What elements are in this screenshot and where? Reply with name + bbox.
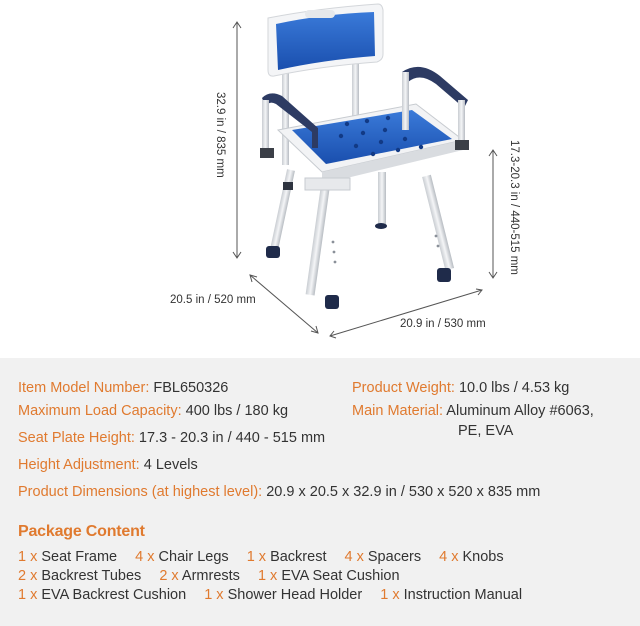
product-dims-row (18, 484, 540, 500)
package-content-title: Package Content (18, 523, 145, 540)
material-row-line2 (458, 423, 513, 439)
package-line-2 (18, 568, 414, 584)
height-dimension-label: 32.9 in / 835 mm (214, 92, 226, 178)
package-item: 2 x Armrests (159, 568, 240, 584)
adjustment-value: 4 Levels (143, 457, 198, 473)
seat-plate-row (18, 430, 325, 446)
weight-row (352, 380, 569, 396)
product-dims-label: Product Dimensions (at highest level): (18, 484, 263, 500)
package-item: 1 x Instruction Manual (380, 587, 523, 603)
package-item: 4 x Chair Legs (135, 549, 229, 565)
package-line-1 (18, 549, 518, 565)
weight-value: 10.0 lbs / 4.53 kg (458, 380, 570, 396)
adjustment-row (18, 457, 198, 473)
product-dims-value: 20.9 x 20.5 x 32.9 in / 530 x 520 x 835 mm (266, 484, 541, 500)
package-line-3 (18, 587, 536, 603)
seat (278, 104, 463, 190)
item-model-value: FBL650326 (153, 380, 229, 396)
depth-dimension-label: 20.5 in / 520 mm (170, 294, 256, 306)
seat-plate-value: 17.3 - 20.3 in / 440 - 515 mm (138, 430, 326, 446)
chair-legs (266, 169, 454, 309)
adjustment-label: Height Adjustment: (18, 457, 140, 473)
package-item: 2 x Backrest Tubes (18, 568, 142, 584)
spec-panel (0, 358, 640, 626)
package-item: 4 x Knobs (439, 549, 504, 565)
material-value-line1: Aluminum Alloy #6063, (446, 403, 594, 419)
capacity-value: 400 lbs / 180 kg (185, 403, 289, 419)
material-row (352, 403, 594, 419)
weight-label: Product Weight: (352, 380, 455, 396)
material-value-line2: PE, EVA (458, 423, 514, 439)
package-item: 1 x Backrest (246, 549, 327, 565)
item-model-label: Item Model Number: (18, 380, 150, 396)
package-item: 1 x Shower Head Holder (204, 587, 363, 603)
seat-height-dimension-label: 17.3-20.3 in / 440-515 mm (508, 140, 520, 275)
package-item: 1 x EVA Seat Cushion (257, 568, 400, 584)
item-model-row (18, 380, 228, 396)
width-dimension-label: 20.9 in / 530 mm (400, 318, 486, 330)
package-item: 4 x Spacers (344, 549, 422, 565)
capacity-row (18, 403, 288, 419)
package-item: 1 x EVA Backrest Cushion (18, 587, 187, 603)
seat-plate-label: Seat Plate Height: (18, 430, 135, 446)
material-label: Main Material: (352, 403, 444, 419)
package-item: 1 x Seat Frame (18, 549, 118, 565)
capacity-label: Maximum Load Capacity: (18, 403, 182, 419)
